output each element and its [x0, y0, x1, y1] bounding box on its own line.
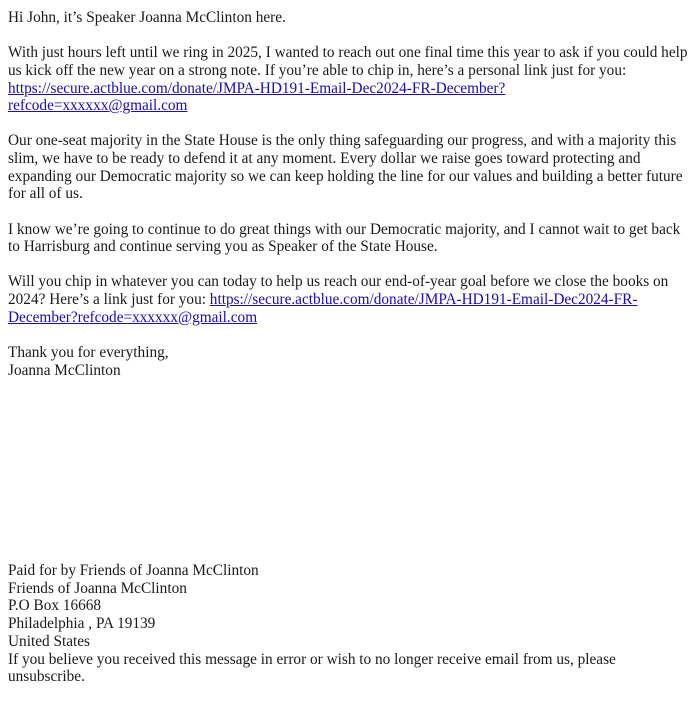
donate-link-line2: refcode=xxxxxx@gmail.com — [8, 97, 188, 115]
donate-link-personal[interactable] — [8, 80, 505, 115]
paragraph-goal-text: Will you chip in whatever you can today to help us reach our end-of-year goal before we close the books on 2024? Here’s a link just for you: — [8, 273, 669, 308]
email-body — [8, 9, 692, 379]
sign-off — [8, 344, 692, 379]
donate-link-line1: https://secure.actblue.com/donate/JMPA-HD191-Email-Dec2024-FR-December? — [8, 79, 506, 97]
closing-line: Thank you for everything, — [8, 343, 169, 361]
paragraph-intro — [8, 44, 692, 115]
paragraph-majority: Our one-seat majority in the State House is the only thing safeguarding our progress, and with a majority this slim, we have to be ready to defend it at any moment. Every dollar we raise goes toward protecting and expanding our Democratic majority so we can keep holding the line for our values and building a better future for all of us. — [8, 132, 683, 203]
country: United States — [8, 632, 90, 650]
signature: Joanna McClinton — [8, 361, 121, 379]
org-name: Friends of Joanna McClinton — [8, 579, 187, 597]
donate-link-goal[interactable]: https://secure.actblue.com/donate/JMPA-HD191-Email-Dec2024-FR-December?refcode=xxxxxx@gmail.com — [8, 291, 638, 326]
unsubscribe-notice: If you believe you received this message in error or wish to no longer receive email from us, please unsubscribe. — [8, 650, 616, 686]
paragraph-goal — [8, 273, 692, 326]
greeting: Hi John, it’s Speaker Joanna McClinton here. — [8, 9, 286, 26]
city-state-zip: Philadelphia , PA 19139 — [8, 615, 156, 633]
paragraph-intro-text: With just hours left until we ring in 2025, I wanted to reach out one final time this year to ask if you could help us kick off the new year on a strong note. If you’re able to chip in, here’s a personal link just for you: — [8, 44, 688, 79]
po-box: P.O Box 16668 — [8, 597, 102, 615]
paid-for-line: Paid for by Friends of Joanna McClinton — [8, 562, 259, 579]
paragraph-harrisburg: I know we’re going to continue to do great things with our Democratic majority, and I cannot wait to get back to Harrisburg and continue serving you as Speaker of the State House. — [8, 220, 681, 256]
email-footer — [8, 562, 692, 686]
